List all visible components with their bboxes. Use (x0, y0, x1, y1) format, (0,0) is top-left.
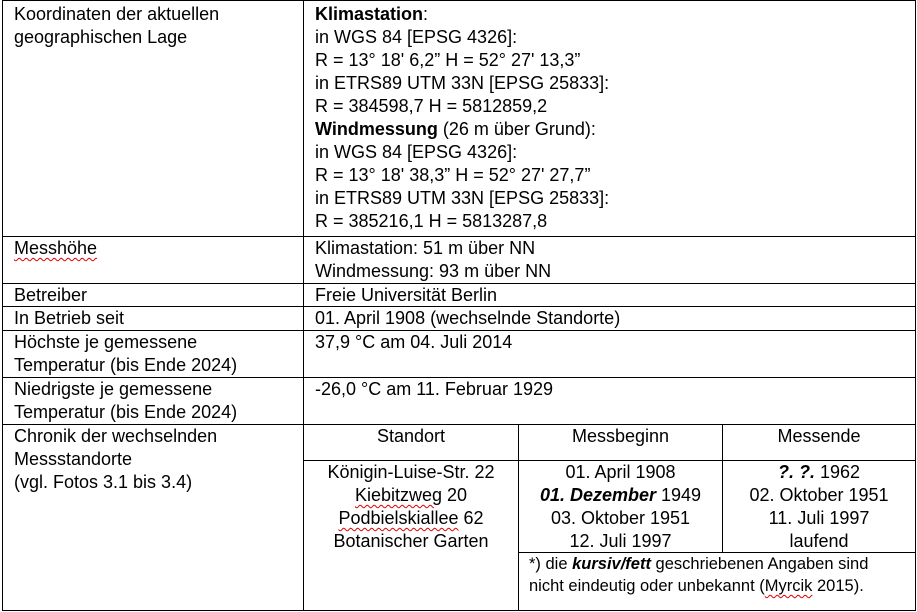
standort: Königin-Luise-Str. 22 (327, 462, 495, 482)
standort: Podbielskiallee 62 (338, 508, 484, 528)
messbeginn: 01. April 1908 (565, 462, 676, 482)
label-line: (vgl. Fotos 3.1 bis 3.4) (14, 472, 193, 492)
label-messhoehe (2, 236, 304, 284)
header-text: Standort (376, 426, 446, 446)
label-text: Messhöhe (14, 238, 98, 258)
header-messbeginn (518, 424, 723, 461)
value-niedrigste-temp (303, 377, 916, 425)
coord-line: in ETRS89 UTM 33N [EPSG 25833]: (315, 188, 610, 208)
standort: Botanischer Garten (333, 531, 489, 551)
messende: 11. Juli 1997 (768, 508, 870, 528)
label-line: geographischen Lage (14, 27, 188, 47)
value-line: Windmessung: 93 m über NN (315, 261, 552, 281)
value-messhoehe (303, 236, 916, 284)
messbeginn: 12. Juli 1997 (569, 531, 672, 551)
value-betreiber (303, 283, 916, 307)
label-line: Chronik der wechselnden (14, 426, 218, 446)
value-in-betrieb (303, 306, 916, 331)
value-text: 01. April 1908 (wechselnde Standorte) (315, 308, 621, 328)
messbeginn: 01. Dezember 1949 (539, 485, 702, 505)
coord-line: R = 385216,1 H = 5813287,8 (315, 211, 548, 231)
label-koordinaten (2, 0, 304, 237)
messende: 02. Oktober 1951 (749, 485, 889, 505)
wind-heading: Windmessung (26 m über Grund): (315, 119, 596, 139)
header-messende (722, 424, 916, 461)
klima-heading: Klimastation: (315, 4, 429, 24)
messbeginn: 03. Oktober 1951 (550, 508, 691, 528)
header-text: Messbeginn (571, 426, 670, 446)
value-koordinaten (303, 0, 916, 237)
value-text: Freie Universität Berlin (315, 285, 498, 305)
messende: laufend (789, 531, 849, 551)
label-line: Temperatur (bis Ende 2024) (14, 402, 238, 422)
coord-line: in WGS 84 [EPSG 4326]: (315, 27, 518, 47)
label-in-betrieb (2, 306, 304, 331)
header-text: Messende (777, 426, 861, 446)
standorte-list (303, 460, 519, 611)
label-line: Temperatur (bis Ende 2024) (14, 355, 238, 375)
footnote-line: nicht eindeutig oder unbekannt (Myrcik 2015). (529, 577, 864, 595)
label-line: Höchste je gemessene (14, 332, 198, 352)
label-chronik (2, 424, 304, 611)
messbeginn-list (518, 460, 723, 553)
value-hoechste-temp (303, 330, 916, 378)
label-line: Messstandorte (14, 449, 133, 469)
messende: ?. ?. 1962 (777, 462, 861, 482)
coord-line: R = 384598,7 H = 5812859,2 (315, 96, 548, 116)
messende-list (722, 460, 916, 553)
coord-line: R = 13° 18' 6,2” H = 52° 27' 13,3” (315, 50, 581, 70)
label-hoechste-temp (2, 330, 304, 378)
coord-line: in WGS 84 [EPSG 4326]: (315, 142, 518, 162)
coord-line: in ETRS89 UTM 33N [EPSG 25833]: (315, 73, 610, 93)
header-standort (303, 424, 519, 461)
label-line: Koordinaten der aktuellen (14, 4, 220, 24)
label-line: Niedrigste je gemessene (14, 379, 213, 399)
standort: Kiebitzweg 20 (354, 485, 468, 505)
footnote-line: *) die kursiv/fett geschriebenen Angaben sind (529, 555, 869, 573)
label-text: Betreiber (14, 285, 88, 305)
value-text: 37,9 °C am 04. Juli 2014 (315, 332, 513, 352)
value-line: Klimastation: 51 m über NN (315, 238, 536, 258)
label-text: In Betrieb seit (14, 308, 125, 328)
label-niedrigste-temp (2, 377, 304, 425)
footnote (518, 552, 916, 611)
coord-line: R = 13° 18' 38,3” H = 52° 27' 27,7” (315, 165, 591, 185)
value-text: -26,0 °C am 11. Februar 1929 (315, 379, 553, 399)
label-betreiber (2, 283, 304, 307)
